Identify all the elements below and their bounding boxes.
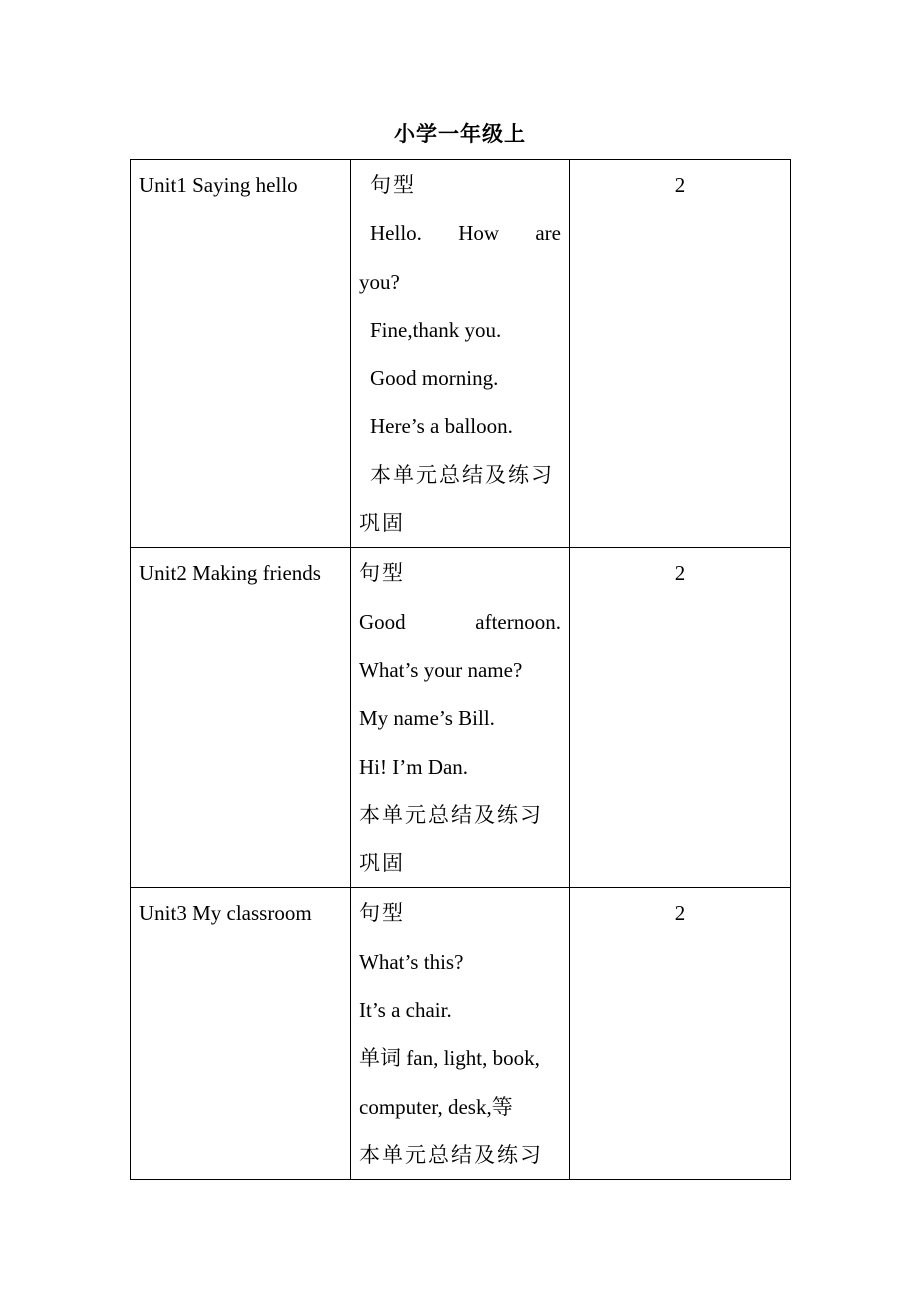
content-line: 巩固 xyxy=(359,851,405,876)
unit-name: Unit1 Saying hello xyxy=(139,173,298,197)
course-table xyxy=(130,159,791,1180)
content-line: Good afternoon. xyxy=(359,609,561,634)
page-title: 小学一年级上 xyxy=(394,122,526,146)
content-line: you? xyxy=(359,269,400,294)
unit-content-cell xyxy=(351,888,570,1180)
hours-value: 2 xyxy=(674,901,686,926)
hours-cell xyxy=(570,548,791,888)
content-line: 句型 xyxy=(359,561,405,586)
table-row xyxy=(131,160,791,548)
unit-name-cell xyxy=(131,888,351,1180)
content-line: 句型 xyxy=(359,901,405,926)
content-line: computer, desk,等 xyxy=(359,1094,513,1119)
content-line: What’s your name? xyxy=(359,657,523,682)
content-line: What’s this? xyxy=(359,949,464,974)
content-line: Hi! I’m Dan. xyxy=(359,754,469,779)
content-line: 本单元总结及练习 xyxy=(359,1142,543,1167)
content-line: 本单元总结及练习 xyxy=(370,462,554,487)
unit-content-cell xyxy=(351,548,570,888)
unit-content-cell xyxy=(351,160,570,548)
table-row xyxy=(131,888,791,1180)
content-line: My name’s Bill. xyxy=(359,706,495,731)
unit-name: Unit2 Making friends xyxy=(139,561,321,586)
unit-name-cell xyxy=(131,160,351,548)
content-line: 句型 xyxy=(370,173,416,197)
hours-value: 2 xyxy=(674,561,686,586)
hours-cell xyxy=(570,888,791,1180)
content-line: Hello. How are xyxy=(370,221,561,246)
content-line: Here’s a balloon. xyxy=(370,414,513,439)
unit-name: Unit3 My classroom xyxy=(139,901,312,926)
content-line: Fine,thank you. xyxy=(370,317,502,342)
content-line: 单词 fan, light, book, xyxy=(359,1046,540,1071)
table-row xyxy=(131,548,791,888)
hours-value: 2 xyxy=(674,173,686,197)
content-line: 本单元总结及练习 xyxy=(359,802,543,827)
content-line: 巩固 xyxy=(359,511,405,536)
content-line: Good morning. xyxy=(370,366,499,391)
hours-cell xyxy=(570,160,791,548)
unit-name-cell xyxy=(131,548,351,888)
content-line: It’s a chair. xyxy=(359,998,452,1023)
